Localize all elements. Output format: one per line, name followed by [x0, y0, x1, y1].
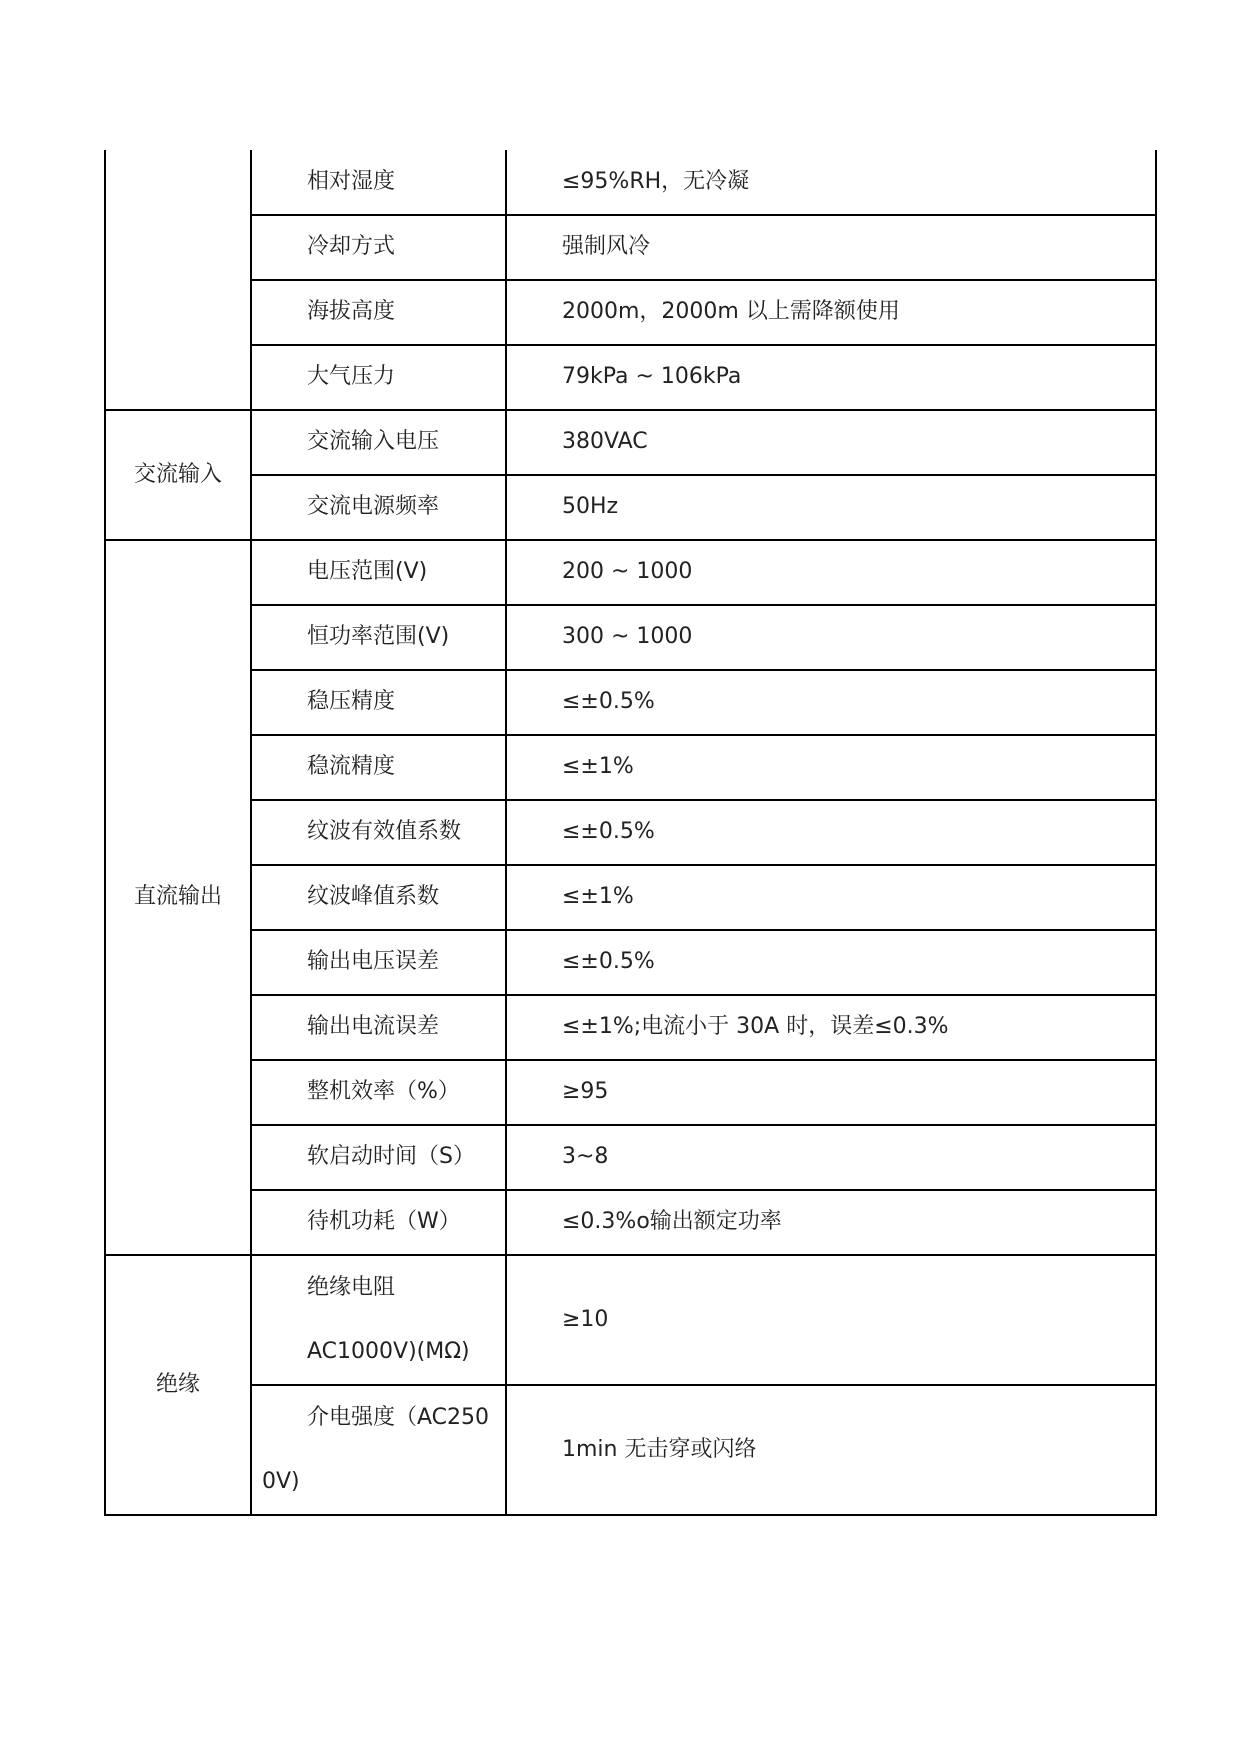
- value-cell: 380VAC: [506, 410, 1156, 475]
- table-row: [105, 605, 1156, 670]
- value-cell: ≤±1%: [506, 735, 1156, 800]
- category-cell-dc-output: 直流输出: [105, 540, 251, 1255]
- item-cell: 纹波有效值系数: [251, 800, 506, 865]
- item-cell: 整机效率（%）: [251, 1060, 506, 1125]
- item-cell: 交流输入电压: [251, 410, 506, 475]
- table-row: [105, 150, 1156, 215]
- value-cell: ≥10: [506, 1255, 1156, 1385]
- value-cell: ≥95: [506, 1060, 1156, 1125]
- value-cell: ≤±0.5%: [506, 930, 1156, 995]
- item-cell: 稳流精度: [251, 735, 506, 800]
- table-row: [105, 1190, 1156, 1255]
- item-cell: 纹波峰值系数: [251, 865, 506, 930]
- table-row: [105, 1125, 1156, 1190]
- item-cell: 海拔高度: [251, 280, 506, 345]
- item-cell: 输出电流误差: [251, 995, 506, 1060]
- table-row: [105, 800, 1156, 865]
- category-cell-environment: [105, 150, 251, 410]
- item-cell-dielectric-strength: [251, 1385, 506, 1515]
- table-row: [105, 995, 1156, 1060]
- table-row: [105, 280, 1156, 345]
- table-row: [105, 735, 1156, 800]
- table-row: [105, 475, 1156, 540]
- value-cell: 2000m，2000m 以上需降额使用: [506, 280, 1156, 345]
- value-cell: 50Hz: [506, 475, 1156, 540]
- value-cell: 79kPa ~ 106kPa: [506, 345, 1156, 410]
- table-row: [105, 930, 1156, 995]
- category-cell-insulation: 绝缘: [105, 1255, 251, 1515]
- table-row: [105, 540, 1156, 605]
- table-row: [105, 670, 1156, 735]
- item-line: 介电强度（AC250: [307, 1405, 490, 1430]
- table-row: [105, 215, 1156, 280]
- category-cell-ac-input: 交流输入: [105, 410, 251, 540]
- value-cell: 强制风冷: [506, 215, 1156, 280]
- item-cell: 电压范围(V): [251, 540, 506, 605]
- value-cell: 300 ~ 1000: [506, 605, 1156, 670]
- table-row: [105, 410, 1156, 475]
- value-cell: ≤±1%: [506, 865, 1156, 930]
- item-cell: 软启动时间（S）: [251, 1125, 506, 1190]
- table-row: [105, 345, 1156, 410]
- table-row: [105, 1385, 1156, 1515]
- item-cell-insulation-resistance: [251, 1255, 506, 1385]
- item-cell: 输出电压误差: [251, 930, 506, 995]
- item-cell: 恒功率范围(V): [251, 605, 506, 670]
- table-row: [105, 865, 1156, 930]
- value-cell: ≤±0.5%: [506, 670, 1156, 735]
- value-cell: 1min 无击穿或闪络: [506, 1385, 1156, 1515]
- item-cell: 稳压精度: [251, 670, 506, 735]
- item-cell: 冷却方式: [251, 215, 506, 280]
- value-cell: 200 ~ 1000: [506, 540, 1156, 605]
- spec-table: [104, 150, 1157, 1516]
- table-row: [105, 1255, 1156, 1385]
- value-cell: 3~8: [506, 1125, 1156, 1190]
- item-cell: 大气压力: [251, 345, 506, 410]
- item-line: 0V): [262, 1469, 300, 1494]
- item-cell: 相对湿度: [251, 150, 506, 215]
- value-cell: ≤±1%;电流小于 30A 时，误差≤0.3%: [506, 995, 1156, 1060]
- value-cell: ≤±0.5%: [506, 800, 1156, 865]
- item-line: 绝缘电阻: [307, 1275, 396, 1300]
- item-cell: 交流电源频率: [251, 475, 506, 540]
- item-cell: 待机功耗（W）: [251, 1190, 506, 1255]
- table-row: [105, 1060, 1156, 1125]
- item-line: AC1000V)(MΩ): [307, 1339, 470, 1364]
- value-cell: ≤0.3%o输出额定功率: [506, 1190, 1156, 1255]
- value-cell: ≤95%RH，无冷凝: [506, 150, 1156, 215]
